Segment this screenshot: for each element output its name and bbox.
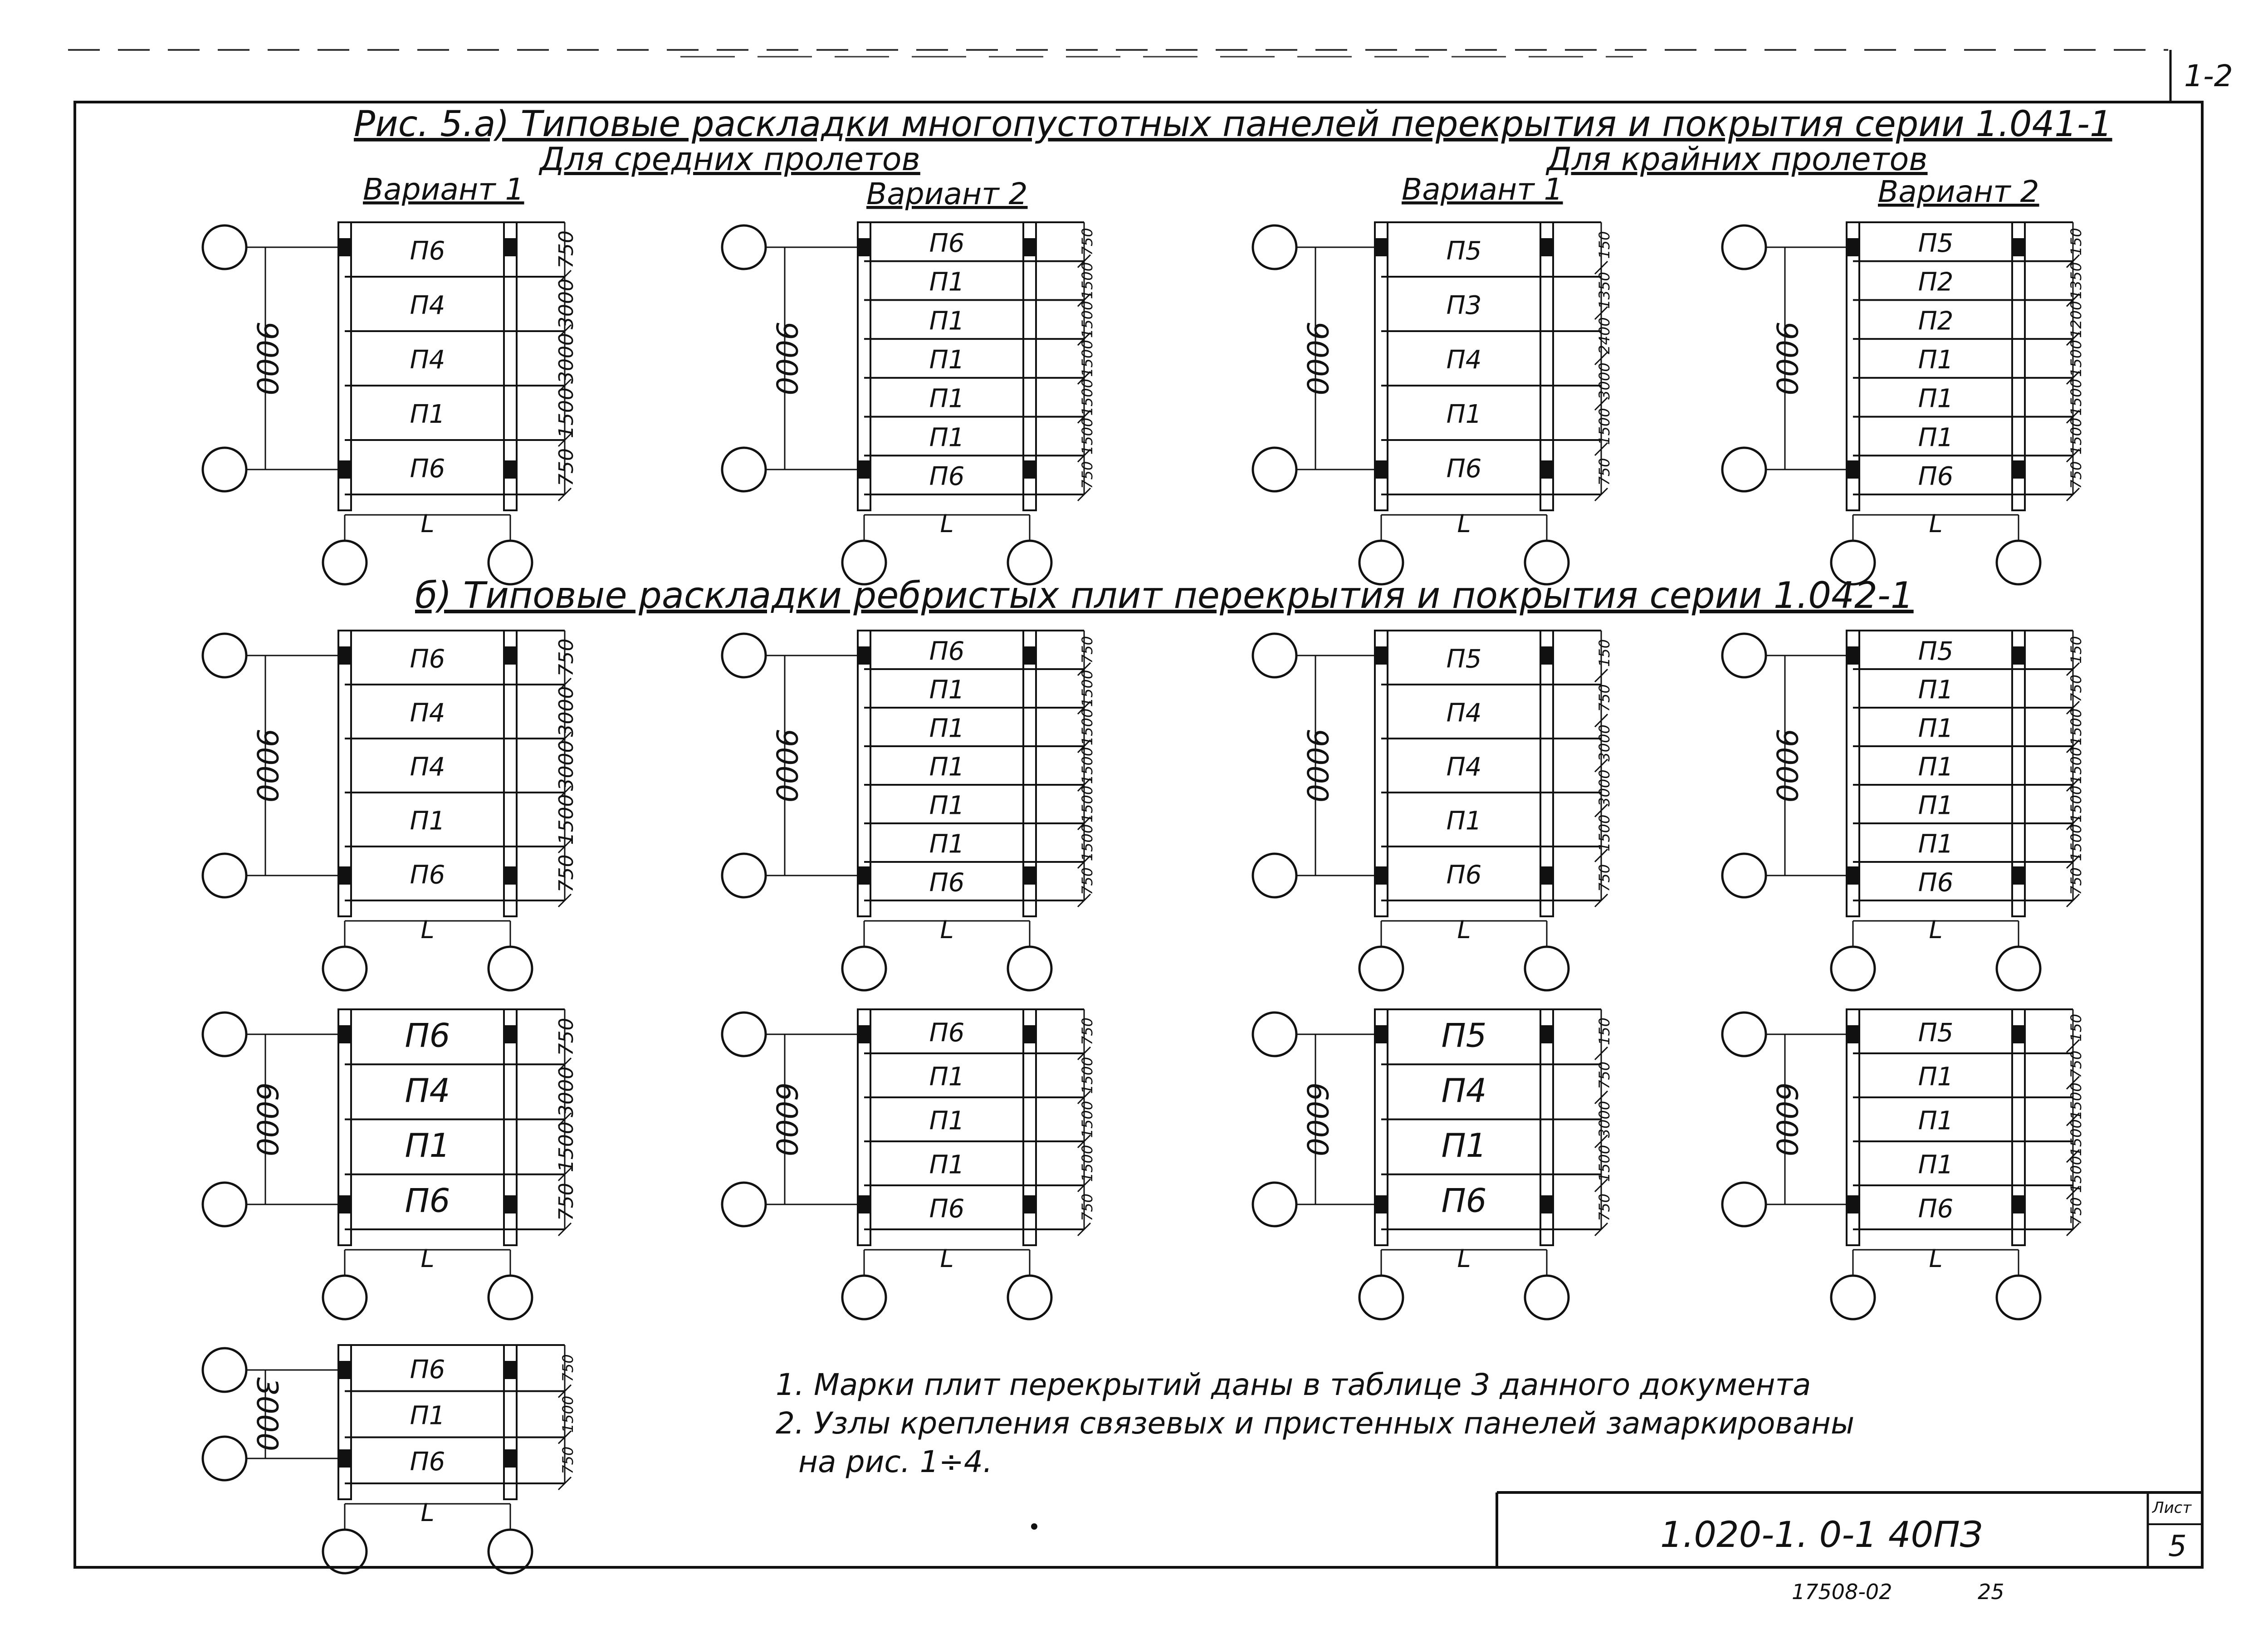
slab-mark: П4 <box>1446 698 1482 728</box>
document-code: 1.020-1. 0-1 40ПЗ <box>1660 1515 1983 1556</box>
dimension-value: 1500 <box>2068 1156 2085 1193</box>
width-dimension-label: L <box>1929 1244 1943 1273</box>
variant-label: Вариант 2 <box>1878 174 2039 209</box>
slab-mark: П1 <box>1918 752 1954 782</box>
dimension-value: 750 <box>1079 867 1096 895</box>
dimension-value: 1500 <box>1079 670 1096 707</box>
slab-mark: П6 <box>410 860 445 890</box>
dimension-value: 750 <box>1079 636 1096 664</box>
column-node <box>1846 460 1860 479</box>
slab-mark: П6 <box>410 236 445 266</box>
dimension-value: 750 <box>559 1354 577 1382</box>
column-node <box>1846 646 1860 665</box>
slab-mark: П1 <box>410 1401 445 1431</box>
dimension-value: 150 <box>1596 1017 1613 1046</box>
column-node <box>337 866 352 885</box>
dimension-value: 750 <box>2068 867 2085 895</box>
slab-mark: П1 <box>929 423 965 453</box>
slab-mark: П5 <box>1446 236 1482 266</box>
column-node <box>503 1361 518 1379</box>
column-node <box>503 646 518 665</box>
dimension-value: 750 <box>555 230 578 269</box>
dimension-value: 750 <box>2068 1197 2085 1225</box>
dimension-value: 750 <box>1079 1017 1096 1046</box>
slab-mark: П1 <box>1918 675 1954 705</box>
slab-mark: П1 <box>1446 400 1482 429</box>
span-dimension-label: 6000 <box>1300 1082 1334 1156</box>
slab-mark: П6 <box>1918 1194 1954 1224</box>
slab-mark: П6 <box>410 1355 445 1384</box>
dimension-value: 1500 <box>1079 301 1096 338</box>
width-dimension-label: L <box>1457 1244 1471 1273</box>
column-node <box>1022 1025 1037 1043</box>
width-dimension-label: L <box>420 1244 435 1273</box>
dimension-value: 1500 <box>1079 1101 1096 1138</box>
dimension-value: 1500 <box>1079 1057 1096 1094</box>
slab-mark: П6 <box>929 1194 965 1224</box>
column-node <box>1540 866 1554 885</box>
span-dimension-label: 9000 <box>1769 729 1803 802</box>
slab-mark: П1 <box>1918 1150 1954 1180</box>
span-dimension-label: 6000 <box>1769 1082 1803 1156</box>
slab-mark: П1 <box>1918 423 1954 453</box>
slab-mark: П1 <box>929 791 965 821</box>
slab-mark: П4 <box>1446 345 1482 375</box>
dimension-value: 1500 <box>2068 824 2085 861</box>
slab-mark: П1 <box>1446 806 1482 836</box>
width-dimension-label: L <box>420 509 435 538</box>
sheet-number: 5 <box>2168 1530 2187 1563</box>
slab-mark: П4 <box>410 752 445 782</box>
dimension-value: 750 <box>2068 674 2085 703</box>
slab-mark: П6 <box>929 868 965 898</box>
slab-mark: П1 <box>929 306 965 336</box>
dimension-value: 1500 <box>1079 378 1096 416</box>
slab-mark: П2 <box>1918 267 1954 297</box>
dimension-value: 750 <box>1596 458 1613 486</box>
column-node <box>2011 1195 2026 1213</box>
column-node <box>503 238 518 256</box>
column-node <box>1846 1195 1860 1213</box>
slab-mark: П6 <box>929 228 965 258</box>
slab-mark: П4 <box>1441 1071 1487 1110</box>
slab-mark: П1 <box>410 400 445 429</box>
slab-mark: П6 <box>1446 454 1482 484</box>
column-node <box>857 460 871 479</box>
dimension-value: 750 <box>2068 461 2085 489</box>
dimension-value: 1500 <box>2068 708 2085 746</box>
dimension-value: 750 <box>1079 1193 1096 1222</box>
span-dimension-label: 9000 <box>250 729 284 802</box>
dimension-value: 3000 <box>1596 1101 1613 1138</box>
slab-mark: П1 <box>929 1062 965 1092</box>
slab-mark: П1 <box>410 806 445 836</box>
slab-mark: П1 <box>1918 829 1954 859</box>
column-node <box>503 1025 518 1043</box>
column-node <box>1022 1195 1037 1213</box>
dimension-value: 3000 <box>555 740 578 791</box>
column-node <box>1540 1195 1554 1213</box>
footer-number: 25 <box>1978 1580 2004 1604</box>
column-node <box>1540 1025 1554 1043</box>
subtitle-middle-spans: Для средних пролетов <box>540 141 920 178</box>
column-node <box>503 460 518 479</box>
column-node <box>1374 646 1388 665</box>
span-dimension-label: 9000 <box>1300 321 1334 396</box>
slab-mark: П4 <box>1446 752 1482 782</box>
dimension-value: 750 <box>1079 228 1096 256</box>
title-a: Рис. 5.а) Типовые раскладки многопустотных панелей перекрытия и покрытия серии 1.041-1 <box>354 104 2112 145</box>
slab-mark: П1 <box>929 1150 965 1180</box>
dimension-value: 1200 <box>2068 301 2085 338</box>
slab-mark: П1 <box>929 267 965 297</box>
sheet-label: Лист <box>2152 1499 2192 1517</box>
column-node <box>337 460 352 479</box>
span-dimension-label: 6000 <box>250 1082 284 1156</box>
dimension-value: 1500 <box>1079 262 1096 299</box>
dimension-value: 1500 <box>1596 408 1613 445</box>
variant-label: Вариант 2 <box>866 176 1028 211</box>
slab-mark: П1 <box>929 714 965 744</box>
column-node <box>337 238 352 256</box>
column-node <box>1374 460 1388 479</box>
column-node <box>337 646 352 665</box>
dimension-value: 750 <box>555 1018 578 1056</box>
slab-mark: П6 <box>1446 860 1482 890</box>
dimension-value: 750 <box>1596 864 1613 892</box>
column-node <box>1846 238 1860 256</box>
note-3: на рис. 1÷4. <box>798 1444 992 1479</box>
column-node <box>857 1195 871 1213</box>
slab-mark: П1 <box>929 345 965 375</box>
slab-mark: П5 <box>1918 228 1954 258</box>
span-dimension-label: 9000 <box>1300 729 1334 802</box>
span-dimension-label: 6000 <box>769 1082 803 1156</box>
column-node <box>2011 1025 2026 1043</box>
column-node <box>1374 238 1388 256</box>
column-node <box>1022 460 1037 479</box>
slab-mark: П1 <box>1918 345 1954 375</box>
dimension-value: 1500 <box>2068 340 2085 377</box>
title-b: б) Типовые раскладки ребристых плит перекрытия и покрытия серии 1.042-1 <box>415 574 1914 616</box>
dimension-value: 750 <box>555 1183 578 1221</box>
dimension-value: 1500 <box>1596 1145 1613 1182</box>
dimension-value: 1350 <box>2068 262 2085 299</box>
dimension-value: 750 <box>555 448 578 486</box>
dimension-value: 3000 <box>555 279 578 329</box>
dimension-value: 1500 <box>2068 417 2085 455</box>
slab-mark: П1 <box>1918 384 1954 414</box>
column-node <box>1374 1025 1388 1043</box>
column-node <box>337 1449 352 1468</box>
slab-mark: П6 <box>1441 1181 1487 1220</box>
slab-mark: П1 <box>929 752 965 782</box>
dimension-value: 1500 <box>2068 1082 2085 1120</box>
dimension-value: 750 <box>559 1446 577 1474</box>
dimension-value: 750 <box>1596 1061 1613 1090</box>
dimension-value: 1500 <box>555 387 578 438</box>
dimension-value: 1500 <box>555 794 578 845</box>
slab-mark: П4 <box>410 345 445 375</box>
column-node <box>1022 646 1037 665</box>
slab-mark: П6 <box>405 1016 450 1055</box>
dimension-value: 3000 <box>1596 362 1613 400</box>
note-2: 2. Узлы крепления связевых и пристенных панелей замаркированы <box>776 1406 1855 1441</box>
slab-mark: П1 <box>1918 791 1954 821</box>
column-node <box>1374 866 1388 885</box>
column-node <box>1022 238 1037 256</box>
footer-code: 17508-02 <box>1792 1580 1892 1604</box>
span-dimension-label: 3000 <box>250 1377 284 1451</box>
slab-mark: П6 <box>410 644 445 674</box>
slab-mark: П6 <box>1918 868 1954 898</box>
dimension-value: 1500 <box>1079 417 1096 455</box>
dimension-value: 750 <box>1596 684 1613 712</box>
column-node <box>857 866 871 885</box>
dimension-value: 750 <box>2068 1050 2085 1078</box>
slab-mark: П5 <box>1441 1016 1487 1055</box>
column-node <box>1540 646 1554 665</box>
dimension-value: 1500 <box>1079 708 1096 746</box>
span-dimension-label: 9000 <box>769 729 803 802</box>
dimension-value: 1500 <box>1079 824 1096 861</box>
slab-mark: П4 <box>405 1071 450 1110</box>
slab-mark: П5 <box>1918 1018 1954 1048</box>
column-node <box>2011 238 2026 256</box>
width-dimension-label: L <box>940 1244 954 1273</box>
slab-mark: П1 <box>1441 1126 1487 1165</box>
dimension-value: 1500 <box>1596 814 1613 851</box>
dimension-value: 1500 <box>2068 378 2085 416</box>
width-dimension-label: L <box>1457 509 1471 538</box>
width-dimension-label: L <box>1929 509 1943 538</box>
column-node <box>1374 1195 1388 1213</box>
column-node <box>857 1025 871 1043</box>
column-node <box>1846 866 1860 885</box>
column-node <box>2011 460 2026 479</box>
variant-label: Вариант 1 <box>1402 172 1563 207</box>
column-node <box>337 1195 352 1213</box>
column-node <box>1846 1025 1860 1043</box>
dimension-value: 3000 <box>1596 724 1613 762</box>
slab-mark: П6 <box>1918 462 1954 492</box>
slab-mark: П3 <box>1446 291 1482 320</box>
slab-mark: П1 <box>1918 714 1954 744</box>
slab-mark: П4 <box>410 291 445 320</box>
slab-mark: П1 <box>405 1126 450 1165</box>
dimension-value: 150 <box>1596 231 1613 259</box>
dimension-value: 150 <box>1596 639 1613 667</box>
dimension-value: 150 <box>2068 636 2085 664</box>
width-dimension-label: L <box>1929 915 1943 944</box>
column-node <box>503 1449 518 1468</box>
slab-mark: П2 <box>1918 306 1954 336</box>
column-node <box>1540 238 1554 256</box>
slab-mark: П6 <box>410 1447 445 1477</box>
slab-mark: П5 <box>1446 644 1482 674</box>
span-dimension-label: 9000 <box>250 321 284 396</box>
dimension-value: 3000 <box>555 333 578 384</box>
dimension-value: 1500 <box>559 1395 577 1433</box>
dimension-value: 150 <box>2068 228 2085 256</box>
column-node <box>2011 646 2026 665</box>
column-node <box>1022 866 1037 885</box>
dimension-value: 750 <box>1079 461 1096 489</box>
dimension-value: 1500 <box>2068 747 2085 784</box>
slab-mark: П1 <box>929 829 965 859</box>
column-node <box>337 1361 352 1379</box>
dimension-value: 1500 <box>1079 747 1096 784</box>
dimension-value: 3000 <box>555 1066 578 1117</box>
dimension-value: 750 <box>555 638 578 677</box>
column-node <box>503 866 518 885</box>
span-dimension-label: 9000 <box>769 321 803 396</box>
slab-mark: П1 <box>929 384 965 414</box>
dimension-value: 3000 <box>1596 769 1613 807</box>
slab-mark: П5 <box>1918 636 1954 666</box>
note-1: 1. Марки плит перекрытий даны в таблице 3 данного документа <box>776 1367 1811 1402</box>
dimension-value: 750 <box>555 854 578 893</box>
dimension-value: 1350 <box>1596 272 1613 309</box>
column-node <box>1540 460 1554 479</box>
width-dimension-label: L <box>420 915 435 944</box>
subtitle-end-spans: Для крайних пролетов <box>1547 141 1928 178</box>
dimension-value: 1500 <box>2068 1119 2085 1156</box>
slab-mark: П1 <box>1918 1062 1954 1092</box>
dimension-value: 1500 <box>2068 785 2085 823</box>
slab-mark: П6 <box>929 636 965 666</box>
column-node <box>2011 866 2026 885</box>
dimension-value: 2400 <box>1596 317 1613 354</box>
dimension-value: 750 <box>1596 1193 1613 1222</box>
dimension-value: 3000 <box>555 686 578 737</box>
slab-mark: П6 <box>929 462 965 492</box>
column-node <box>857 238 871 256</box>
column-node <box>857 646 871 665</box>
variant-label: Вариант 1 <box>363 172 524 207</box>
slab-mark: П1 <box>1918 1106 1954 1136</box>
dimension-value: 1500 <box>1079 340 1096 377</box>
width-dimension-label: L <box>940 915 954 944</box>
dimension-value: 1500 <box>555 1121 578 1173</box>
slab-mark: П4 <box>410 698 445 728</box>
slab-mark: П6 <box>929 1018 965 1048</box>
width-dimension-label: L <box>940 509 954 538</box>
slab-mark: П6 <box>405 1181 450 1220</box>
span-dimension-label: 9000 <box>1769 321 1803 396</box>
slab-mark: П6 <box>410 454 445 484</box>
column-node <box>337 1025 352 1043</box>
dimension-value: 1500 <box>1079 785 1096 823</box>
slab-mark: П1 <box>929 1106 965 1136</box>
page-number: 1-2 <box>2184 59 2233 93</box>
slab-mark: П1 <box>929 675 965 705</box>
column-node <box>503 1195 518 1213</box>
dimension-value: 150 <box>2068 1013 2085 1042</box>
width-dimension-label: L <box>420 1498 435 1527</box>
width-dimension-label: L <box>1457 915 1471 944</box>
dimension-value: 1500 <box>1079 1145 1096 1182</box>
